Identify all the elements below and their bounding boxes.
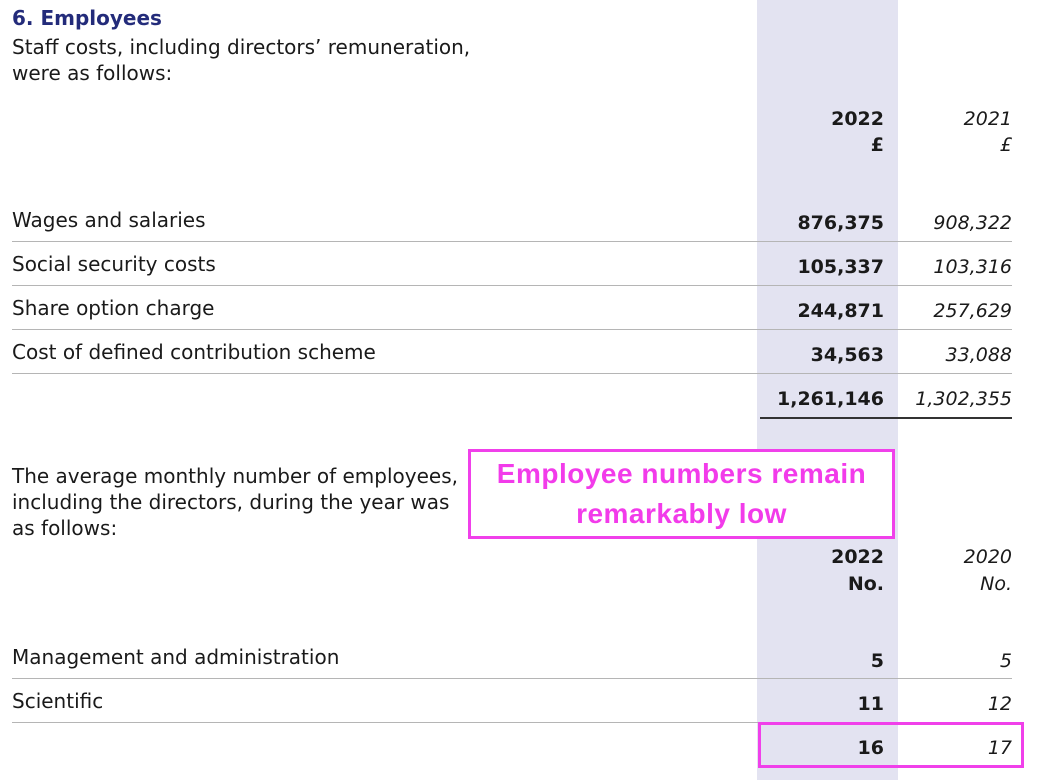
employees-row-label: Scientific xyxy=(12,689,104,713)
annotation-callout xyxy=(468,449,895,539)
employees-row-2022: 5 xyxy=(870,650,884,672)
costs-row-2021: 257,629 xyxy=(933,300,1012,322)
costs-header-2022: 2022 xyxy=(831,108,884,130)
costs-row-label: Cost of defined contribution scheme xyxy=(12,340,376,364)
costs-row-2022: 34,563 xyxy=(810,344,884,366)
employees-header-prior-unit: No. xyxy=(980,573,1012,595)
total-highlight-box xyxy=(758,722,1024,768)
costs-row-2022: 105,337 xyxy=(797,256,884,278)
annotation-line-2: remarkably low xyxy=(576,498,787,529)
employees-row-prior: 12 xyxy=(987,693,1012,715)
employees-total-prior: 17 xyxy=(987,737,1012,759)
employees-intro-line-3: as follows: xyxy=(12,516,118,540)
employees-row-label: Management and administration xyxy=(12,645,340,669)
row-divider xyxy=(12,329,1012,330)
costs-row-label: Social security costs xyxy=(12,252,216,276)
employees-intro-line-1: The average monthly number of employees, xyxy=(12,464,458,488)
employees-total-2022: 16 xyxy=(857,737,884,759)
row-divider xyxy=(12,285,1012,286)
section-title: 6. Employees xyxy=(12,6,162,30)
section-intro-line-2: were as follows: xyxy=(12,61,173,85)
costs-row-2021: 33,088 xyxy=(945,344,1012,366)
employees-header-prior: 2020 xyxy=(963,546,1012,568)
costs-row-2021: 908,322 xyxy=(933,212,1012,234)
employees-intro-line-2: including the directors, during the year was xyxy=(12,490,450,514)
costs-row-2022: 244,871 xyxy=(797,300,884,322)
employees-header-2022: 2022 xyxy=(831,546,884,568)
costs-row-label: Share option charge xyxy=(12,296,215,320)
row-divider xyxy=(12,241,1012,242)
costs-row-2022: 876,375 xyxy=(797,212,884,234)
costs-header-2021-unit: £ xyxy=(999,134,1012,156)
costs-header-2022-unit: £ xyxy=(870,134,884,156)
employees-row-2022: 11 xyxy=(857,693,884,715)
row-divider xyxy=(12,373,1012,374)
employees-header-2022-unit: No. xyxy=(847,573,884,595)
costs-total-2022: 1,261,146 xyxy=(777,388,884,410)
costs-total-2021: 1,302,355 xyxy=(915,388,1012,410)
total-underline xyxy=(760,417,1012,419)
employees-row-prior: 5 xyxy=(999,650,1012,672)
costs-header-2021: 2021 xyxy=(963,108,1012,130)
costs-row-2021: 103,316 xyxy=(933,256,1012,278)
section-intro-line-1: Staff costs, including directors’ remuneration, xyxy=(12,35,471,59)
row-divider xyxy=(12,678,1012,679)
costs-row-label: Wages and salaries xyxy=(12,208,206,232)
annotation-line-1: Employee numbers remain xyxy=(496,458,867,489)
